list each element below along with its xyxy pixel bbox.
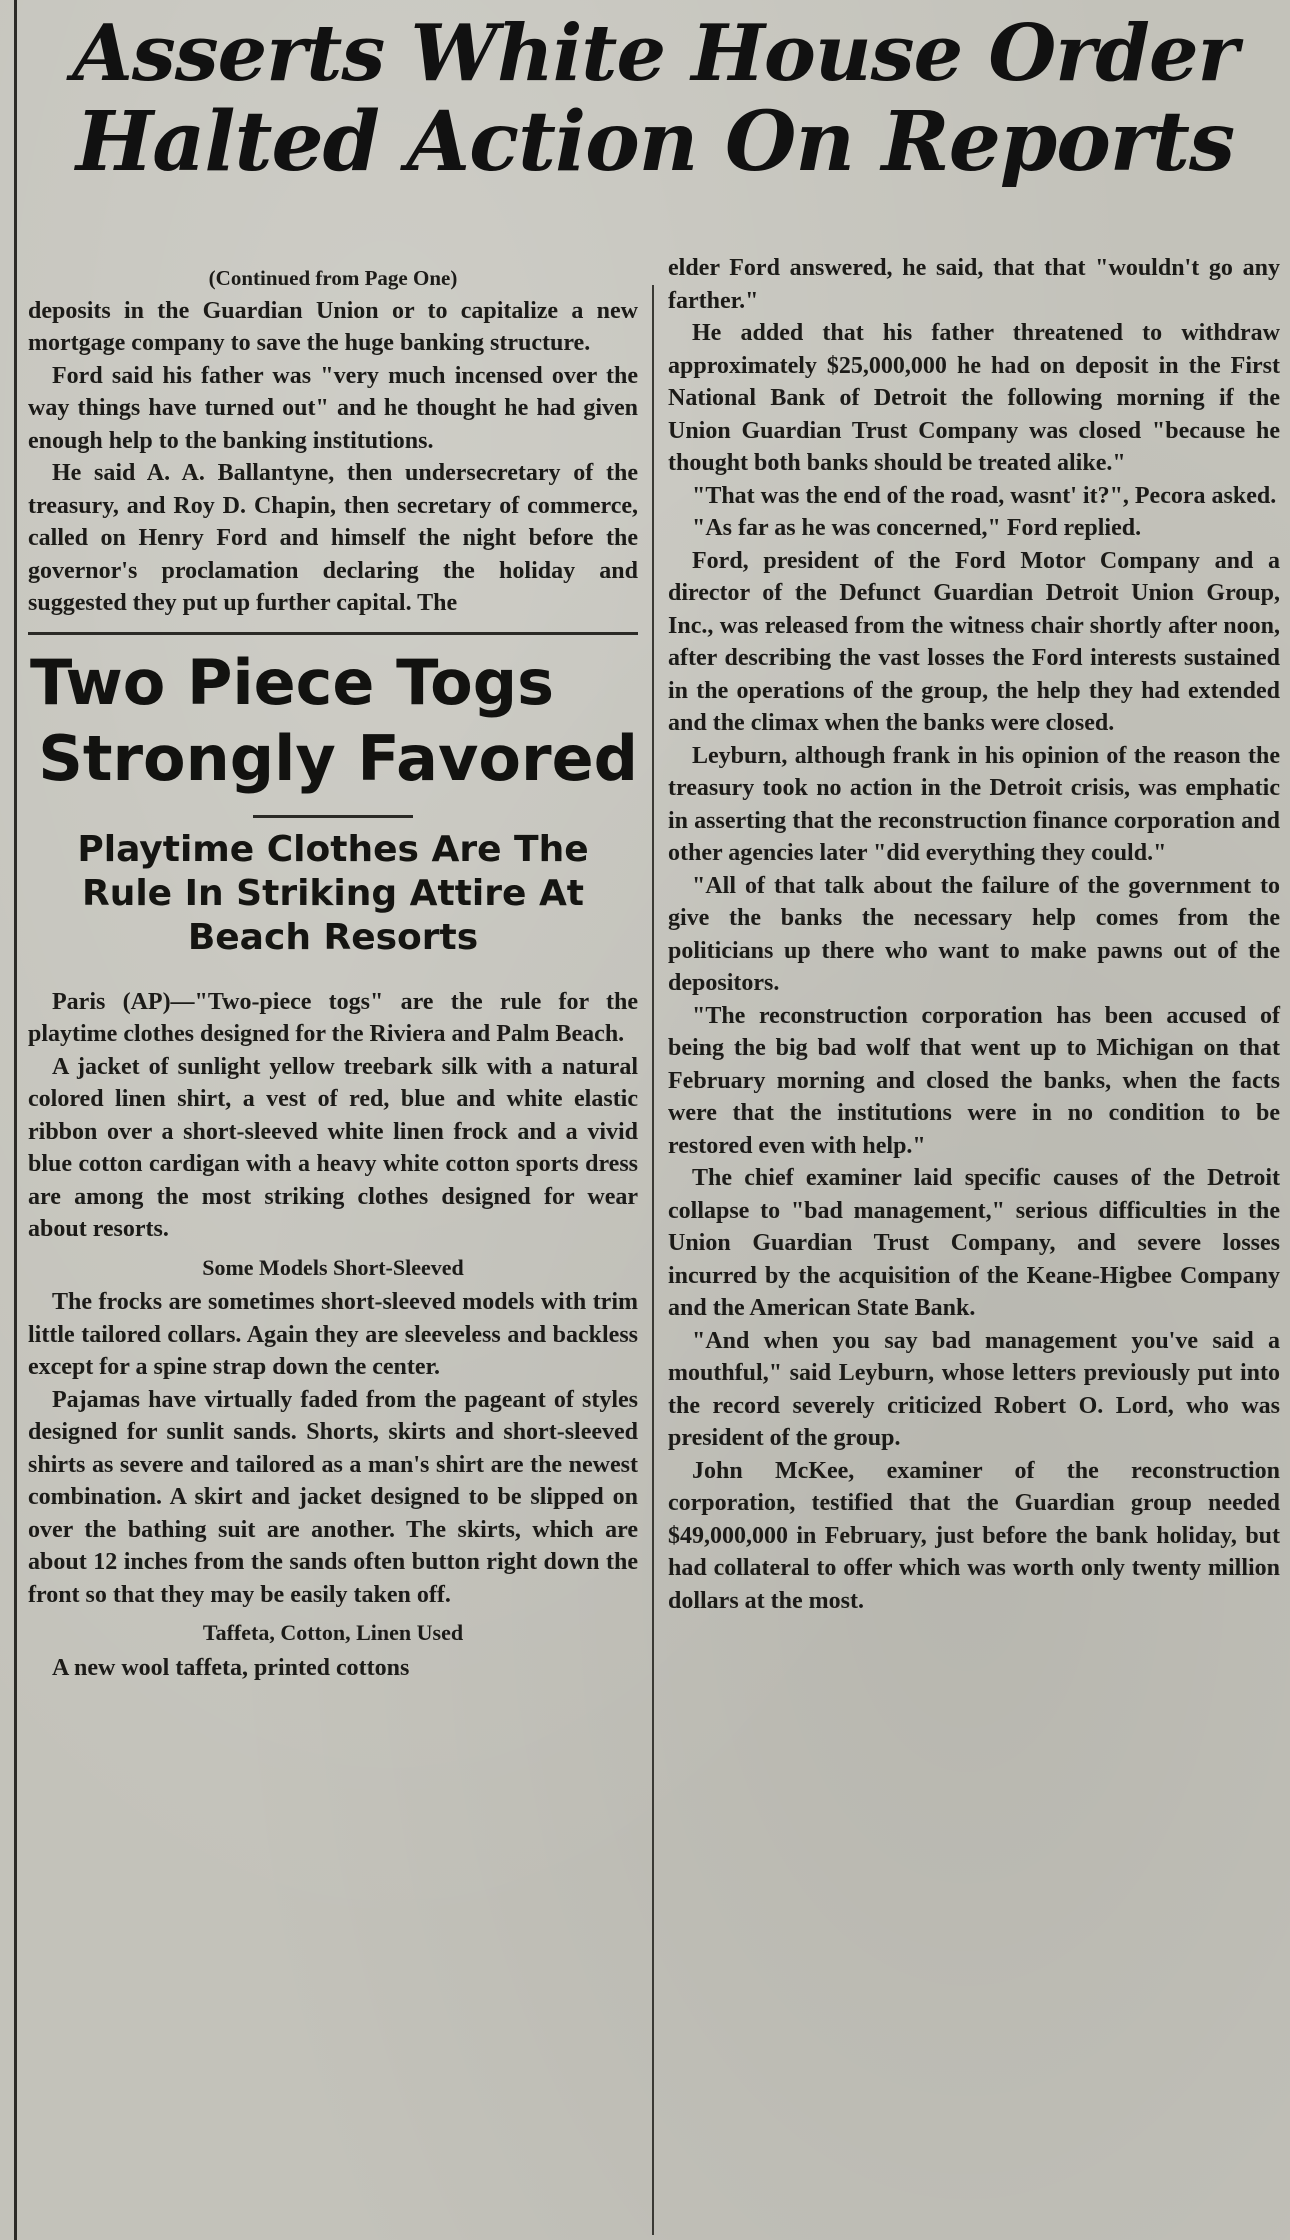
headline-line-2: Halted Action On Reports bbox=[75, 94, 1235, 191]
right-column bbox=[668, 252, 1280, 1617]
fashion-subhead: Taffeta, Cotton, Linen Used bbox=[202, 1620, 464, 1645]
article-paragraph: Ford, president of the Ford Motor Company and a director of the Defunct Guardian Detroit Union Group, Inc., was released from the witness chair shortly after noon, after describing the vast losses the Ford interests sustained in the operations of the group, the help they had extended and the climax when the banks were closed. bbox=[668, 547, 1280, 736]
fashion-deck: Playtime Clothes Are The Rule In Striking Attire At Beach Resorts bbox=[77, 828, 589, 958]
fashion-paragraph: A new wool taffeta, printed cottons bbox=[52, 1654, 410, 1681]
fashion-paragraph: The frocks are sometimes short-sleeved models with trim little tailored collars. Again they are sleeveless and backless except for a spine strap down the center. bbox=[28, 1289, 638, 1380]
page-edge-rule bbox=[14, 0, 17, 2240]
article-paragraph: The chief examiner laid specific causes of the Detroit collapse to "bad management," serious difficulties in the Union Guardian Trust Company, and severe losses incurred by the acquisition of the Keane-Higbee Company and the American State Bank. bbox=[668, 1165, 1280, 1321]
fashion-paragraph: Pajamas have virtually faded from the pageant of styles designed for sunlit sands. Shorts, skirts and short-sleeved shirts as severe and tailored as a man's shirt are the newest combination. A skirt and jacket designed to be slipped on over the bathing suit are another. The skirts, which are about 12 inches from the sands often button right down the front so that they may be easily taken off. bbox=[28, 1386, 638, 1608]
article-paragraph: "The reconstruction corporation has been accused of being the big bad wolf that went up to Michigan on that February morning and closed the banks, when the facts were that the institutions were in no condition to be restored even with help." bbox=[668, 1002, 1280, 1159]
left-column bbox=[28, 262, 638, 1684]
column-rule bbox=[652, 285, 654, 2235]
article-paragraph: elder Ford answered, he said, that that "wouldn't go any farther." bbox=[668, 255, 1280, 314]
fashion-headline-line-1: Two Piece Togs bbox=[30, 645, 555, 719]
article-paragraph: "That was the end of the road, wasnt' it?", Pecora asked. bbox=[692, 482, 1277, 509]
continued-note: (Continued from Page One) bbox=[208, 266, 458, 290]
article-paragraph: He said A. A. Ballantyne, then undersecretary of the treasury, and Roy D. Chapin, then secretary of commerce, called on Henry Ford and himself the night before the governor's proclamation declaring the holiday and suggested they put up further capital. The bbox=[28, 460, 638, 616]
story-separator bbox=[28, 632, 638, 635]
fashion-paragraph: A jacket of sunlight yellow treebark silk with a natural colored linen shirt, a vest of red, blue and white elastic ribbon over a short-sleeved white linen frock and a vivid blue cotton cardigan with a heavy white cotton sports dress are among the most striking clothes designed for wear about resorts. bbox=[28, 1053, 638, 1242]
article-paragraph: Ford said his father was "very much incensed over the way things have turned out" and he thought he had given enough help to the banking institutions. bbox=[28, 362, 638, 454]
article-paragraph: "All of that talk about the failure of the government to give the banks the necessary help comes from the politicians up there who want to make pawns out of the depositors. bbox=[668, 872, 1280, 996]
fashion-headline-line-2: Strongly Favored bbox=[38, 721, 638, 795]
article-paragraph: He added that his father threatened to withdraw approximately $25,000,000 he had on deposit in the First National Bank of Detroit the following morning if the Union Guardian Trust Company was closed "because he thought both banks should be treated alike." bbox=[668, 320, 1280, 476]
main-headline bbox=[30, 10, 1280, 189]
fashion-headline bbox=[28, 645, 638, 797]
article-paragraph: deposits in the Guardian Union or to capitalize a new mortgage company to save the huge banking structure. bbox=[28, 297, 638, 356]
article-paragraph: Leyburn, although frank in his opinion of the reason the treasury took no action in the Detroit crisis, was emphatic in asserting that the reconstruction finance corporation and other agencies later "did everything they could." bbox=[668, 742, 1280, 866]
fashion-subhead: Some Models Short-Sleeved bbox=[202, 1254, 464, 1280]
headline-rule bbox=[253, 815, 413, 818]
article-paragraph: "And when you say bad management you've said a mouthful," said Leyburn, whose letters previously put into the record severely criticized Robert O. Lord, who was president of the group. bbox=[668, 1327, 1280, 1451]
headline-line-1: Asserts White House Order bbox=[72, 8, 1238, 99]
article-paragraph: John McKee, examiner of the reconstruction corporation, testified that the Guardian group needed $49,000,000 in February, just before the bank holiday, but had collateral to offer which was worth only twenty million dollars at the most. bbox=[668, 1457, 1280, 1614]
article-paragraph: "As far as he was concerned," Ford replied. bbox=[692, 515, 1142, 541]
fashion-paragraph: Paris (AP)—"Two-piece togs" are the rule for the playtime clothes designed for the Riviera and Palm Beach. bbox=[28, 988, 638, 1047]
